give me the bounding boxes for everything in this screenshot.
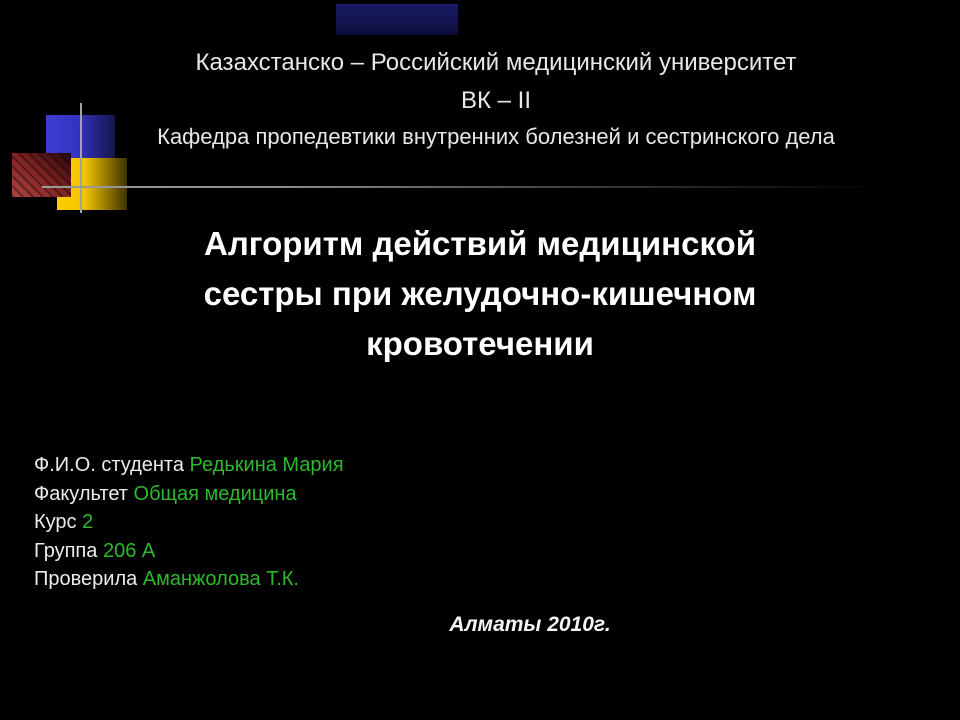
title-line-1: Алгоритм действий медицинской [204, 225, 756, 262]
info-row-student [34, 451, 344, 480]
info-row-reviewer [34, 565, 344, 594]
info-label: Ф.И.О. студента [34, 454, 190, 476]
student-info-block [34, 451, 344, 594]
info-row-course [34, 508, 344, 537]
info-value: Редькина Мария [189, 454, 344, 476]
header-vk-line: ВК – II [460, 87, 531, 114]
footer-city-year: Алматы 2010г. [449, 613, 611, 636]
title-line-3: кровотечении [366, 325, 594, 362]
header-divider-line [42, 186, 880, 188]
slide-header [32, 44, 960, 154]
info-label: Проверила [34, 568, 143, 590]
info-value: 206 А [102, 539, 156, 562]
info-label: Курс [34, 511, 83, 533]
info-value: Аманжолова Т.К. [142, 568, 299, 590]
info-value: 2 [82, 511, 94, 533]
top-navy-rectangle [336, 4, 458, 35]
info-row-group [34, 537, 344, 566]
info-value: Общая медицина [133, 482, 297, 505]
logo-red-hatched-square [12, 153, 71, 197]
title-line-2: сестры при желудочно-кишечном [203, 275, 757, 312]
info-label: Факультет [34, 482, 134, 505]
info-label: Группа [34, 539, 103, 562]
info-row-faculty [34, 480, 344, 509]
department-name: Кафедра пропедевтики внутренних болезней и сестринского дела [157, 124, 835, 149]
university-name: Казахстанско – Российский медицинский университет [195, 49, 797, 76]
slide-title [0, 219, 960, 369]
